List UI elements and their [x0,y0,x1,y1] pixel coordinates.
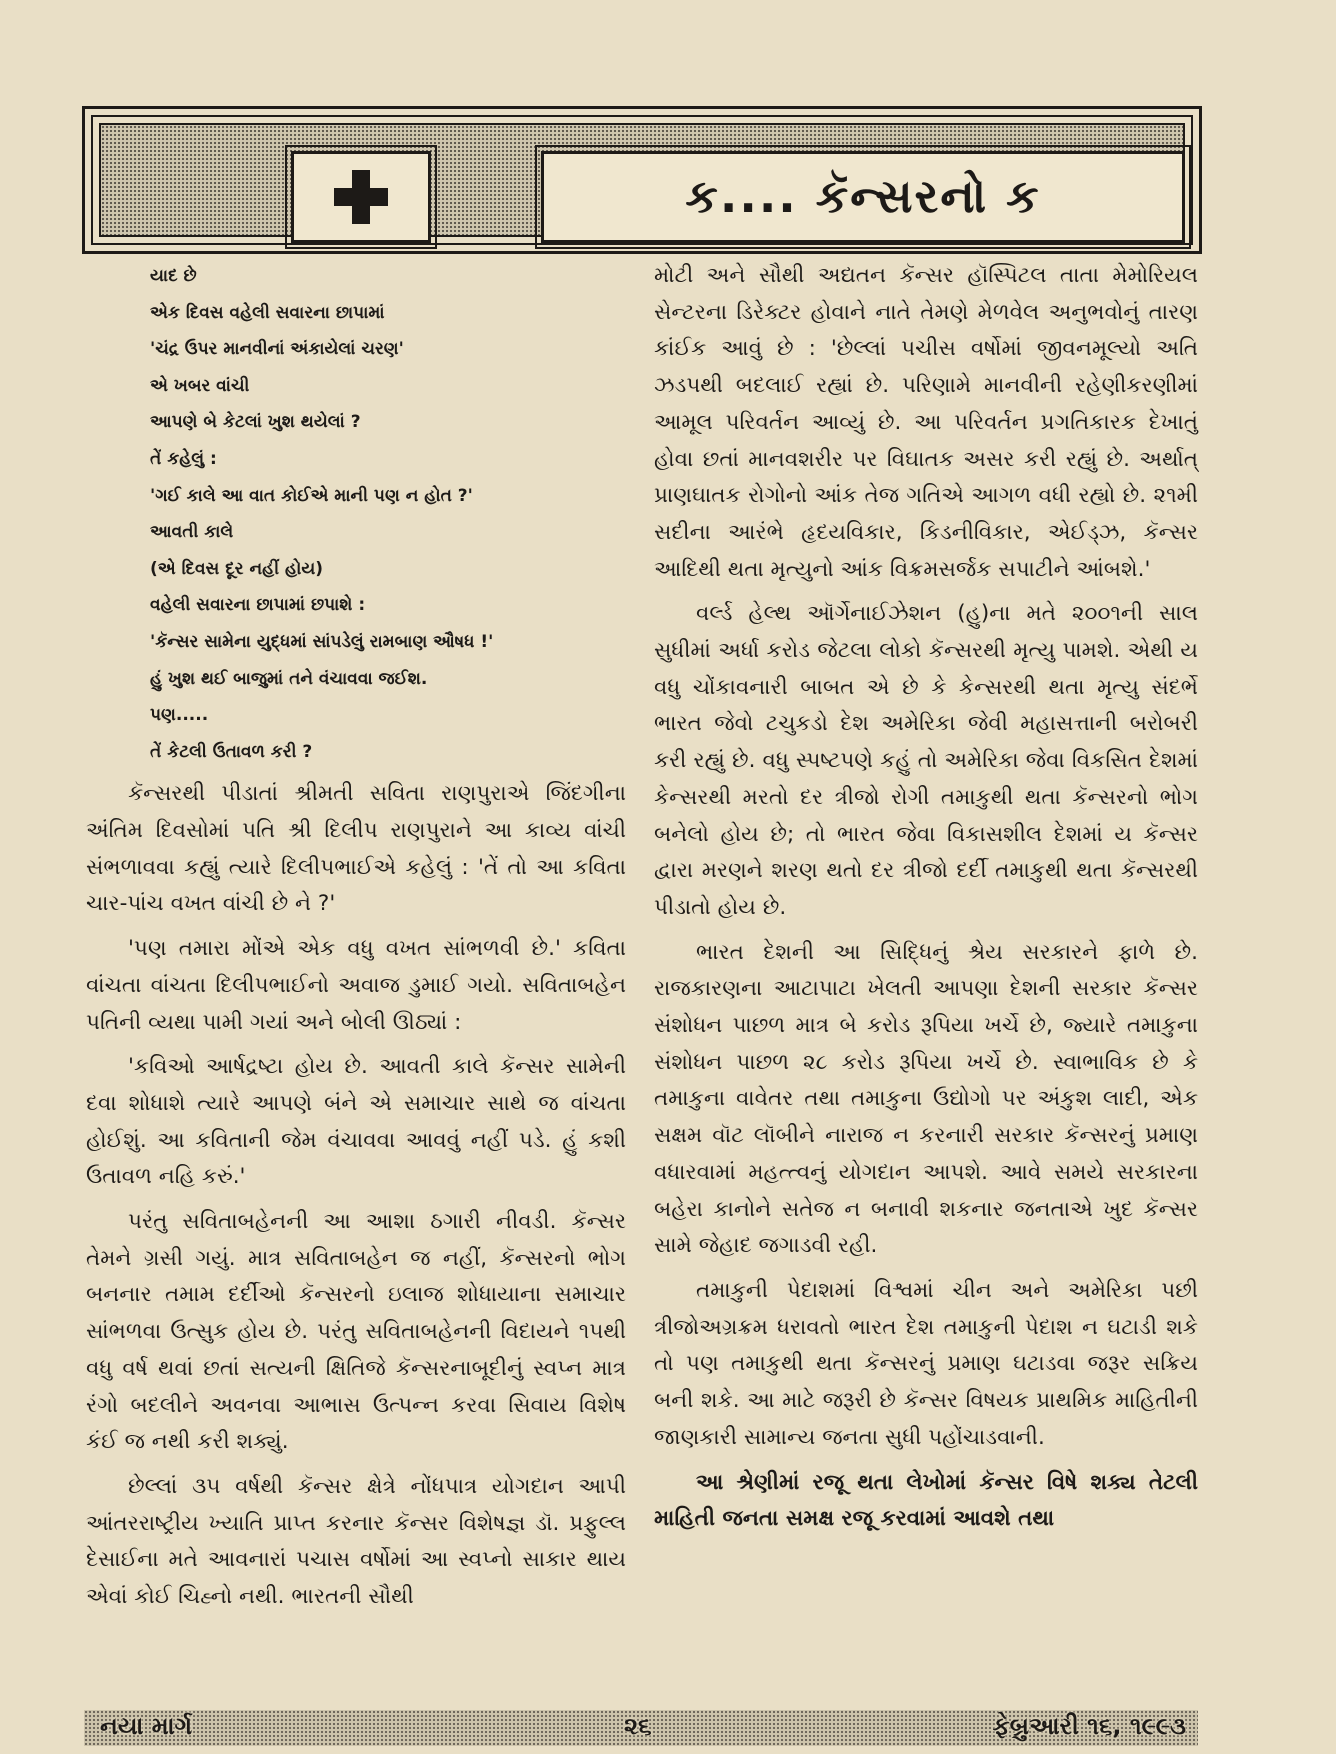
publication-name: નયા માર્ગ [100,1712,193,1740]
closing-paragraph: આ શ્રેણીમાં રજૂ થતા લેખોમાં કૅન્સર વિષે શક્ય તેટલી માહિતી જનતા સમક્ષ રજૂ કરવામાં આવશે તથા [654,1469,1198,1532]
poem-line: તેં કેટલી ઉતાવળ કરી ? [150,741,313,762]
banner-dotted-panel [99,123,1185,237]
paragraph: મોટી અને સૌથી અદ્યતન કૅન્સર હૉસ્પિટલ તાતા મેમોરિયલ સેન્ટરના ડિરેક્ટર હોવાને નાતે તેમણે મેળવેલ અનુભવોનું તારણ કાંઈક આવું છે : 'છેલ્લાં પચીસ વર્ષોમાં જીવનમૂલ્યો અતિ ઝડપથી બદલાઈ રહ્યાં છે. પરિણામે માનવીની રહેણીકરણીમાં આમૂલ પરિવર્તન આવ્યું છે. આ પરિવર્તન પ્રગતિકારક દેખાતું હોવા છતાં માનવશરીર પર વિઘાતક અસર કરી રહ્યું છે. અર્થાત્ પ્રાણઘાતક રોગોનો આંક તેજ ગતિએ આગળ વધી રહ્યો છે. ૨૧મી સદીના આરંભે હૃદયવિકાર, કિડનીવિકાર, એઈડ્ઝ, કૅન્સર આદિથી થતા મૃત્યુનો આંક વિક્રમસર્જક સપાટીને આંબશે.' [654,263,1198,582]
issue-date: ફેબ્રુઆરી ૧૬, ૧૯૯૩ [992,1712,1186,1740]
paragraph: વર્લ્ડ હેલ્થ ઑર્ગેનાઈઝેશન (હુ)ના મતે ૨૦૦૧ની સાલ સુધીમાં અર્ધા કરોડ જેટલા લોકો કૅન્સરથી મૃત્યુ પામશે. એથી ય વધુ ચોંકાવનારી બાબત એ છે કે કેન્સરથી થતા મૃત્યુ સંદર્ભે ભારત જેવો ટચુકડો દેશ અમેરિકા જેવી મહાસત્તાની બરોબરી કરી રહ્યું છે. વધુ સ્પષ્ટપણે કહું તો અમેરિકા જેવા વિકસિત દેશમાં કેન્સરથી મરતો દર ત્રીજો રોગી તમાકુથી થતા કૅન્સરનો ભોગ બનેલો હોય છે; તો ભારત જેવા વિકાસશીલ દેશમાં ય કૅન્સર દ્વારા મરણને શરણ થતો દર ત્રીજો દર્દી તમાકુથી થતા કૅન્સરથી પીડાતો હોય છે. [654,601,1198,920]
poem-line: આપણે બે કેટલાં ખુશ થયેલાં ? [150,412,361,433]
paragraph: 'કવિઓ આર્ષદ્રષ્ટા હોય છે. આવતી કાલે કૅન્સર સામેની દવા શોધાશે ત્યારે આપણે બંને એ સમાચાર સાથે જ વાંચતા હોઈશું. આ કવિતાની જેમ વંચાવવા આવવું નહીં પડે. હું કશી ઉતાવળ નહિ કરું.' [86,1054,626,1190]
poem [150,258,626,770]
poem-line: યાદ છે [150,266,197,286]
poem-line: એ ખબર વાંચી [150,375,250,396]
poem-line: વહેલી સવારના છાપામાં છપાશે : [150,595,366,616]
poem-line: (એ દિવસ દૂર નહીં હોય) [150,558,324,579]
poem-line: આવતી કાલે [150,522,234,543]
article-header-banner [82,106,1202,254]
right-column [654,258,1198,1546]
poem-line: પણ..... [150,705,209,726]
paragraph: 'પણ તમારા મોંએ એક વધુ વખત સાંભળવી છે.' કવિતા વાંચતા વાંચતા દિલીપભાઈનો અવાજ ડુમાઈ ગયો. સવિતાબહેન પતિની વ્યથા પામી ગયાં અને બોલી ઊઠ્યાં : [86,936,626,1035]
poem-line: તેં કહેલું : [150,448,217,469]
paragraph: તમાકુની પેદાશમાં વિશ્વમાં ચીન અને અમેરિકા પછી ત્રીજોઅગ્રક્રમ ધરાવતો ભારત દેશ તમાકુની પેદાશ ન ઘટાડી શકે તો પણ તમાકુથી થતા કૅન્સરનું પ્રમાણ ઘટાડવા જરૂર સક્રિય બની શકે. આ માટે જરૂરી છે કૅન્સર વિષયક પ્રાથમિક માહિતીની જાણકારી સામાન્ય જનતા સુધી પહોંચાડવાની. [654,1277,1198,1450]
article-title-box [541,151,1185,243]
paragraph: કૅન્સરથી પીડાતાં શ્રીમતી સવિતા રાણપુરાએ જિંદગીના અંતિમ દિવસોમાં પતિ શ્રી દિલીપ રાણપુરાને આ કાવ્ય વાંચી સંભળાવવા કહ્યું ત્યારે દિલીપભાઈએ કહેલું : 'તેં તો આ કવિતા ચાર-પાંચ વખત વાંચી છે ને ?' [86,781,626,917]
poem-line: એક દિવસ વહેલી સવારના છાપામાં [150,302,385,323]
paragraph: પરંતુ સવિતાબહેનની આ આશા ઠગારી નીવડી. કૅન્સર તેમને ગ્રસી ગયું. માત્ર સવિતાબહેન જ નહીં, કૅન્સરનો ભોગ બનનાર તમામ દર્દીઓ કૅન્સરનો ઇલાજ શોધાયાના સમાચાર સાંભળવા ઉત્સુક હોય છે. પરંતુ સવિતાબહેનની વિદાયને ૧૫થી વધુ વર્ષ થવાં છતાં સત્યની ક્ષિતિજે કૅન્સરનાબૂદીનું સ્વપ્ન માત્ર રંગો બદલીને અવનવા આભાસ ઉત્પન્ન કરવા સિવાય વિશેષ કંઈ જ નથી કરી શક્યું. [86,1209,626,1455]
poem-line: 'ચંદ્ર ઉપર માનવીનાં અંકાયેલાં ચરણ' [150,339,404,360]
cross-icon-box [291,151,431,243]
paragraph: છેલ્લાં ૩૫ વર્ષથી કૅન્સર ક્ષેત્રે નોંધપાત્ર યોગદાન આપી આંતરરાષ્ટ્રીય ખ્યાતિ પ્રાપ્ત કરનાર કૅન્સર વિશેષજ્ઞ ડૉ. પ્રફુલ્લ દેસાઈના મતે આવનારાં પચાસ વર્ષોમાં આ સ્વપ્નો સાકાર થાય એવાં કોઈ ચિહ્નો નથી. ભારતની સૌથી [86,1473,626,1610]
cross-icon [334,170,388,224]
left-column [86,258,626,1624]
poem-line: 'ગઈ કાલે આ વાત કોઈએ માની પણ ન હોત ?' [150,485,473,506]
article-title: ક.... કૅન્સરનો ક [685,169,1041,223]
poem-line: હું ખુશ થઈ બાજુમાં તને વંચાવવા જઈશ. [150,668,428,689]
paragraph: ભારત દેશની આ સિદ્ધિનું શ્રેય સરકારને ફાળે છે. રાજકારણના આટાપાટા ખેલતી આપણા દેશની સરકાર કૅન્સર સંશોધન પાછળ માત્ર બે કરોડ રૂપિયા ખર્ચે છે, જ્યારે તમાકુના સંશોધન પાછળ ૨૮ કરોડ રૂપિયા ખર્ચે છે. સ્વાભાવિક છે કે તમાકુના વાવેતર તથા તમાકુના ઉદ્યોગો પર અંકુશ લાદી, એક સક્ષમ વૉટ લૉબીને નારાજ ન કરનારી સરકાર કૅન્સરનું પ્રમાણ વધારવામાં મહત્ત્વનું યોગદાન આપશે. આવે સમયે સરકારના બહેરા કાનોને સતેજ ન બનાવી શકનાર જનતાએ ખુદ કૅન્સર સામે જેહાદ જગાડવી રહી. [654,939,1198,1259]
page-footer [84,1710,1198,1746]
left-body [86,776,626,1615]
poem-line: 'કૅન્સર સામેના યુદ્ધમાં સાંપડેલું રામબાણ ઔષધ !' [150,631,494,652]
page-number: ૨૬ [624,1712,652,1740]
